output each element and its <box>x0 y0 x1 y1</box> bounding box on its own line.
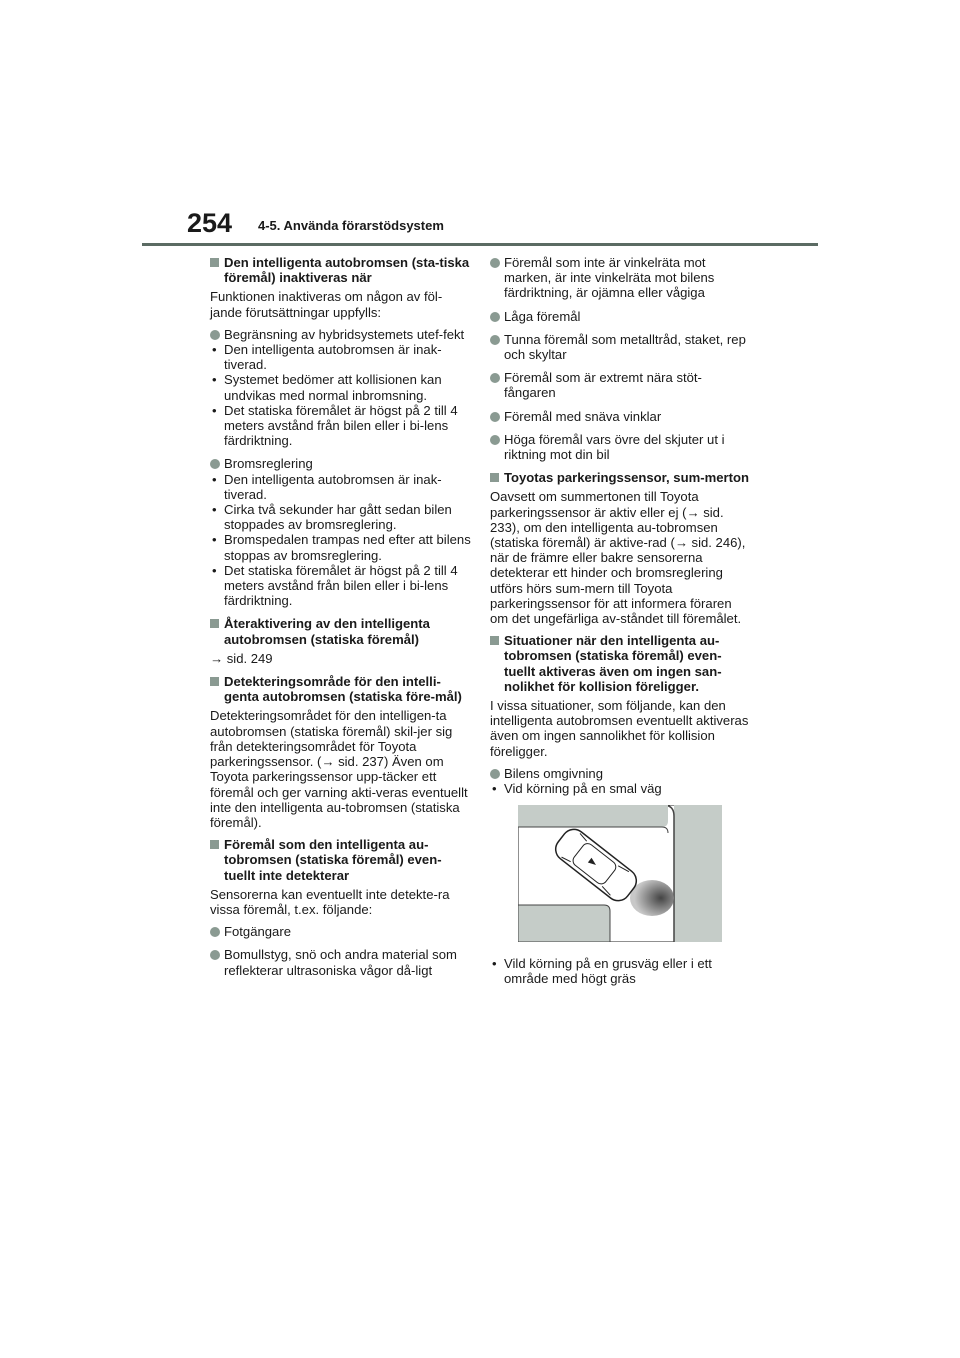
list-item: • Den intelligenta autobromsen är inak-tiverad. <box>210 342 472 372</box>
header-rule <box>142 243 818 246</box>
page-reference: → sid. 249 <box>210 650 273 666</box>
bottom-curb-area <box>518 905 610 942</box>
list-item: • Det statiska föremålet är högst på 2 till 4 meters avstånd från bilen eller i bi-lens färdriktning. <box>210 563 472 609</box>
top-curb-area <box>518 805 668 827</box>
bullet-item: Tunna föremål som metalltråd, staket, rep och skyltar <box>490 332 752 362</box>
bullet-block <box>210 456 472 608</box>
bullet-heading: Bilens omgivning <box>490 766 752 781</box>
list-item: • Systemet bedömer att kollisionen kan undvikas med normal inbromsning. <box>210 372 472 402</box>
left-column <box>210 255 472 986</box>
bullet-item: Föremål som är extremt nära stöt-fångaren <box>490 370 752 400</box>
section-heading: Föremål som den intelligenta au-tobromsen (statiska föremål) even-tuellt inte detekterar <box>210 837 472 883</box>
section-heading: Detekteringsområde för den intelli-genta autobromsen (statiska före-mål) <box>210 674 472 704</box>
paragraph: Detekteringsområdet för den intelligen-ta autobromsen (statiska föremål) skil-jer sig från detekteringsområdet för Toyota parkeringssensor. (→ sid. 237) Även om Toyota parkeringssensor upp-täcker ett föremål och ger varning akti-veras eventuellt inte den intelligenta au-tobromsen (statiska föremål). <box>210 708 468 830</box>
list-item: • Vid körning på en smal väg <box>490 781 752 796</box>
bullet-item: Höga föremål vars övre del skjuter ut i riktning mot din bil <box>490 432 752 462</box>
section-heading: Återaktivering av den intelligenta autobromsen (statiska föremål) <box>210 616 472 646</box>
narrow-road-illustration <box>518 805 722 942</box>
section-heading: Toyotas parkeringssensor, sum-merton <box>490 470 752 485</box>
bullet-item: Fotgängare <box>210 924 472 939</box>
bullet-heading: Bromsreglering <box>210 456 472 471</box>
bullet-item: Låga föremål <box>490 309 752 324</box>
bullet-item: Föremål som inte är vinkelräta mot marken, är inte vinkelräta mot bilens färdriktning, är ojämna eller vågiga <box>490 255 752 301</box>
list-item: • Vild körning på en grusväg eller i ett område med högt gräs <box>490 956 752 986</box>
section-heading: Situationer när den intelligenta au-tobromsen (statiska föremål) even-tuellt aktiveras även om ingen san-nolikhet för kollision föreligger. <box>490 633 752 694</box>
paragraph: Funktionen inaktiveras om någon av föl-jande förutsättningar uppfylls: <box>210 289 443 320</box>
paragraph: Sensorerna kan eventuellt inte detekte-ra vissa föremål, t.ex. följande: <box>210 886 450 917</box>
page-number: 254 <box>187 208 233 238</box>
bullet-item: Bomullstyg, snö och andra material som reflekterar ultrasoniska vågor då-ligt <box>210 947 472 977</box>
section-heading: Den intelligenta autobromsen (sta-tiska föremål) inaktiveras när <box>210 255 472 285</box>
paragraph: I vissa situationer, som följande, kan den intelligenta autobromsen eventuellt aktiveras även om ingen sannolikhet för kollision föreligger. <box>490 698 749 759</box>
chapter-title: 4-5. Använda förarstödsystem <box>258 218 444 233</box>
right-column <box>490 255 752 986</box>
list-item: • Den intelligenta autobromsen är inak-tiverad. <box>210 472 472 502</box>
bullet-block <box>210 327 472 449</box>
bullet-heading: Begränsning av hybridsystemets utef-fekt <box>210 327 472 342</box>
right-curb-area <box>674 805 722 942</box>
sensor-wave <box>630 880 674 916</box>
list-item: • Det statiska föremålet är högst på 2 till 4 meters avstånd från bilen eller i bi-lens färdriktning. <box>210 403 472 449</box>
paragraph: Oavsett om summertonen till Toyota parkeringssensor är aktiv eller ej (→ sid. 233), om den intelligenta au-tobromsen (statiska föremål) är aktive-rad (→ sid. 246), när de främre eller bakre sensorerna detekterar ett hinder och bromsreglering utförs hörs sum-mern till Toyota parkeringssensor för att informera föraren om det ungefärliga av-ståndet till föremålet. <box>490 489 746 627</box>
list-item: • Bromspedalen trampas ned efter att bilens stoppas av bromsreglering. <box>210 532 472 562</box>
bullet-item: Föremål med snäva vinklar <box>490 409 752 424</box>
list-item: • Cirka två sekunder har gått sedan bilen stoppades av bromsreglering. <box>210 502 472 532</box>
